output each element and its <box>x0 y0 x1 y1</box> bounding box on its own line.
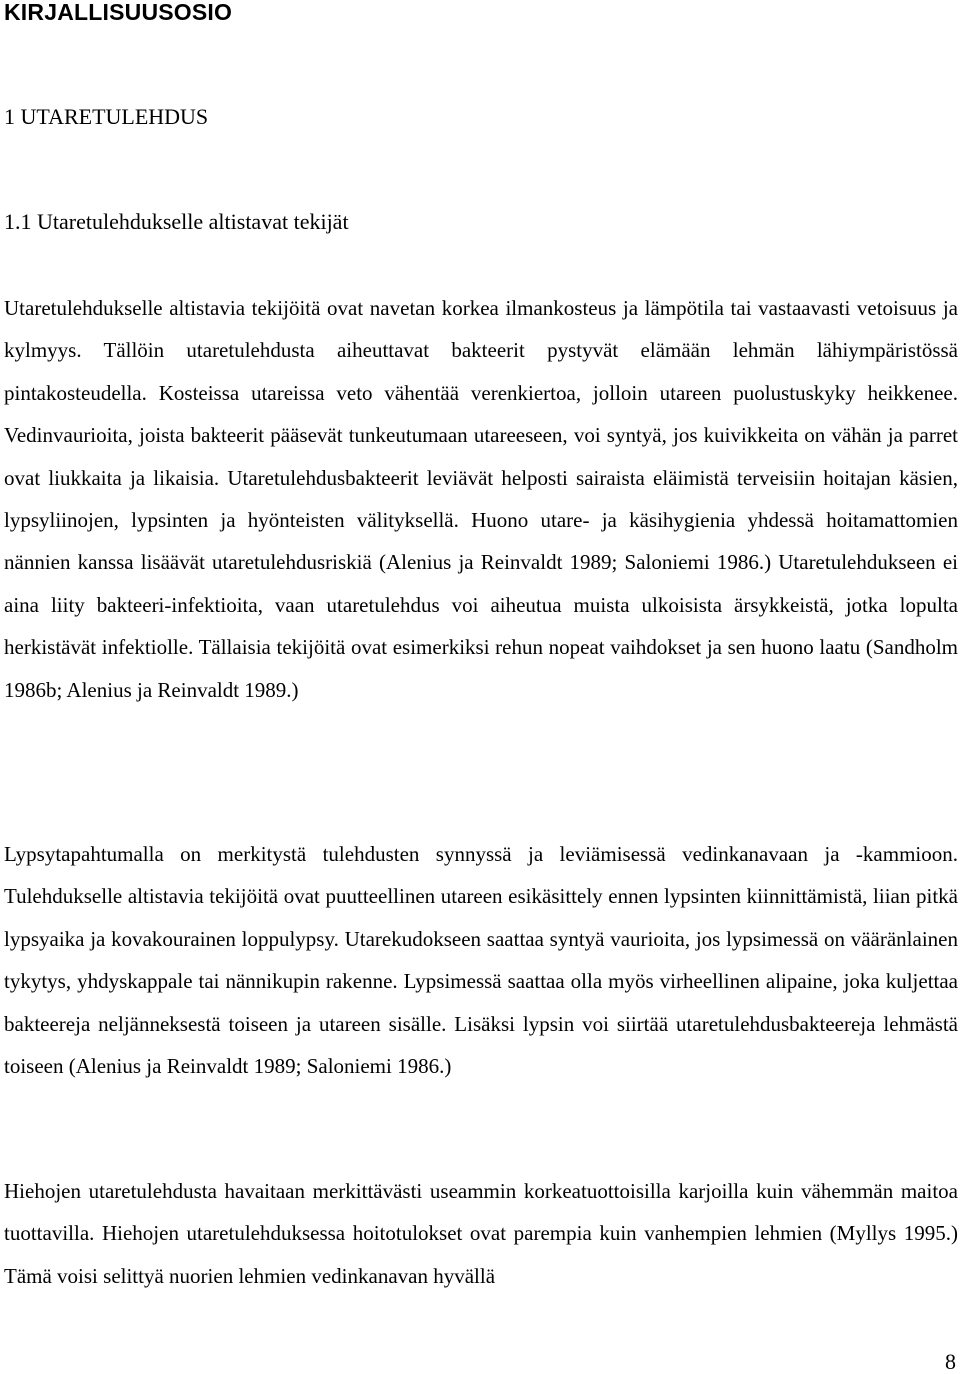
subsection-heading: 1.1 Utaretulehdukselle altistavat tekijät <box>4 209 349 234</box>
paragraph-milking-factors: Lypsytapahtumalla on merkitystä tulehdusten synnyssä ja leviämisessä vedinkanavaan ja -kammioon. Tulehdukselle altistavia tekijöitä ovat puutteellinen utareen esikäsittely ennen lypsinten kiinnittämistä, liian pitkä lypsyaika ja kovakourainen loppulypsy. Utarekudokseen saattaa syntyä vaurioita, jos lypsimessä on vääränlainen tykytys, yhdyskappale tai nännikupin rakenne. Lypsimessä saattaa olla myös virheellinen alipaine, joka kuljettaa bakteereja neljänneksestä toiseen ja utareen sisälle. Lisäksi lypsin voi siirtää utaretulehdusbakteereja lehmästä toiseen (Alenius ja Reinvaldt 1989; Saloniemi 1986.) <box>4 842 958 1079</box>
paragraph-predisposing-factors: Utaretulehdukselle altistavia tekijöitä ovat navetan korkea ilmankosteus ja lämpötila tai vastaavasti vetoisuus ja kylmyys. Tällöin utaretulehdusta aiheuttavat bakteerit pystyvät elämään lehmän lähiympäristössä pintakosteudella. Kosteissa utareissa veto vähentää verenkiertoa, jolloin utareen puolustuskyky heikkenee. Vedinvaurioita, joista bakteerit pääsevät tunkeutumaan utareeseen, voi syntyä, jos kuivikkeita on vähän ja parret ovat liukkaita ja likaisia. Utaretulehdusbakteerit leviävät helposti sairaista eläimistä terveisiin hoitajan käsien, lypsyliinojen, lypsinten ja hyönteisten välityksellä. Huono utare- ja käsihygienia yhdessä hoitamattomien nännien kanssa lisäävät utaretulehdusriskiä (Alenius ja Reinvaldt 1989; Saloniemi 1986.) Utaretulehdukseen ei aina liity bakteeri-infektioita, vaan utaretulehdus voi aiheutua muista ulkoisista ärsykkeistä, jotka lopulta herkistävät infektiolle. Tällaisia tekijöitä ovat esimerkiksi rehun nopeat vaihdokset ja sen huono laatu (Sandholm 1986b; Alenius ja Reinvaldt 1989.) <box>4 296 958 702</box>
page-number: 8 <box>945 1349 956 1374</box>
paragraph-heifers: Hiehojen utaretulehdusta havaitaan merkittävästi useammin korkeatuottoisilla karjoilla kuin vähemmän maitoa tuottavilla. Hiehojen utaretulehduksessa hoitotulokset ovat parempia kuin vanhempien lehmien (Myllys 1995.) Tämä voisi selittyä nuorien lehmien vedinkanavan hyvällä <box>4 1179 958 1288</box>
chapter-heading: 1 UTARETULEHDUS <box>4 104 209 129</box>
section-title: KIRJALLISUUSOSIO <box>4 0 233 25</box>
